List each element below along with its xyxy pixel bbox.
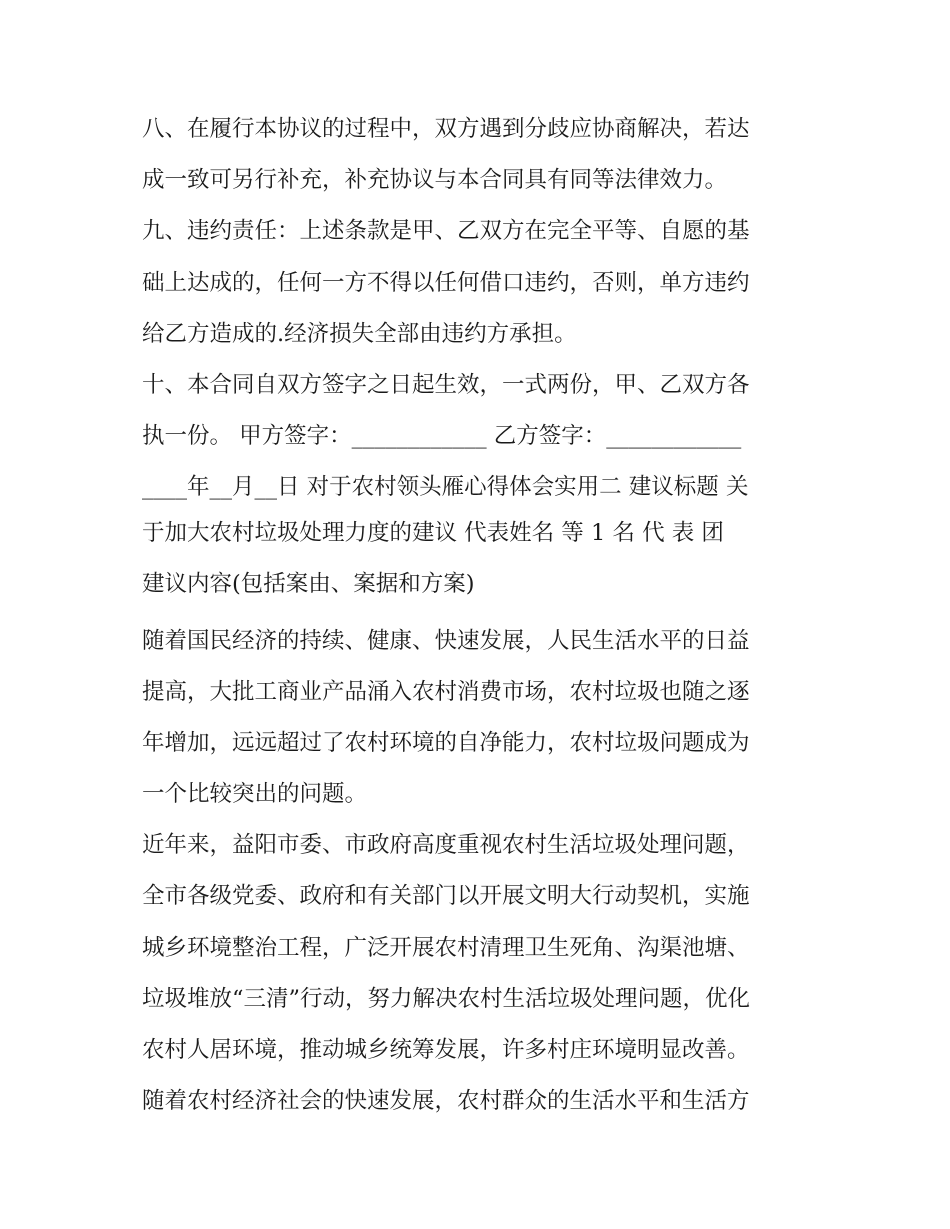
- text-line: 近年来，益阳市委、市政府高度重视农村生活垃圾处理问题，: [142, 832, 750, 859]
- document-body: [142, 104, 822, 1127]
- text-line: 于加大农村垃圾处理力度的建议 代表姓名 等 1 名 代 表 团: [142, 519, 724, 546]
- text-line: 成一致可另行补充，补充协议与本合同具有同等法律效力。: [142, 167, 728, 194]
- text-line: 给乙方造成的.经济损失全部由违约方承担。: [142, 320, 577, 347]
- text-line: 随着国民经济的持续、健康、快速发展，人民生活水平的日益: [142, 627, 750, 654]
- text-line: 随着农村经济社会的快速发展，农村群众的生活水平和生活方: [142, 1088, 750, 1115]
- text-line: 一个比较突出的问题。: [142, 781, 368, 808]
- text-line: 全市各级党委、政府和有关部门以开展文明大行动契机，实施: [142, 883, 750, 910]
- signature-line: 执一份。 甲方签字：____________ 乙方签字：____________: [142, 423, 742, 450]
- text-line: 垃圾堆放“三清”行动，努力解决农村生活垃圾处理问题，优化: [142, 985, 751, 1012]
- text-line: 提高，大批工商业产品涌入农村消费市场，农村垃圾也随之逐: [142, 678, 750, 705]
- text-line: 九、违约责任：上述条款是甲、乙双方在完全平等、自愿的基: [142, 218, 750, 245]
- text-line: 八、在履行本协议的过程中，双方遇到分歧应协商解决，若达: [142, 116, 750, 142]
- text-line: 城乡环境整治工程，广泛开展农村清理卫生死角、沟渠池塘、: [142, 934, 750, 961]
- text-line: ____年__月__日 对于农村领头雁心得体会实用二 建议标题 关: [142, 474, 749, 501]
- text-line: 础上达成的，任何一方不得以任何借口违约，否则，单方违约: [142, 269, 750, 296]
- text-line: 年增加，远远超过了农村环境的自净能力，农村垃圾问题成为: [142, 729, 750, 756]
- text-line: 建议内容(包括案由、案据和方案): [142, 570, 475, 597]
- text-line: 十、本合同自双方签字之日起生效，一式两份，甲、乙双方各: [142, 371, 750, 398]
- text-line: 农村人居环境，推动城乡统筹发展，许多村庄环境明显改善。: [142, 1037, 750, 1063]
